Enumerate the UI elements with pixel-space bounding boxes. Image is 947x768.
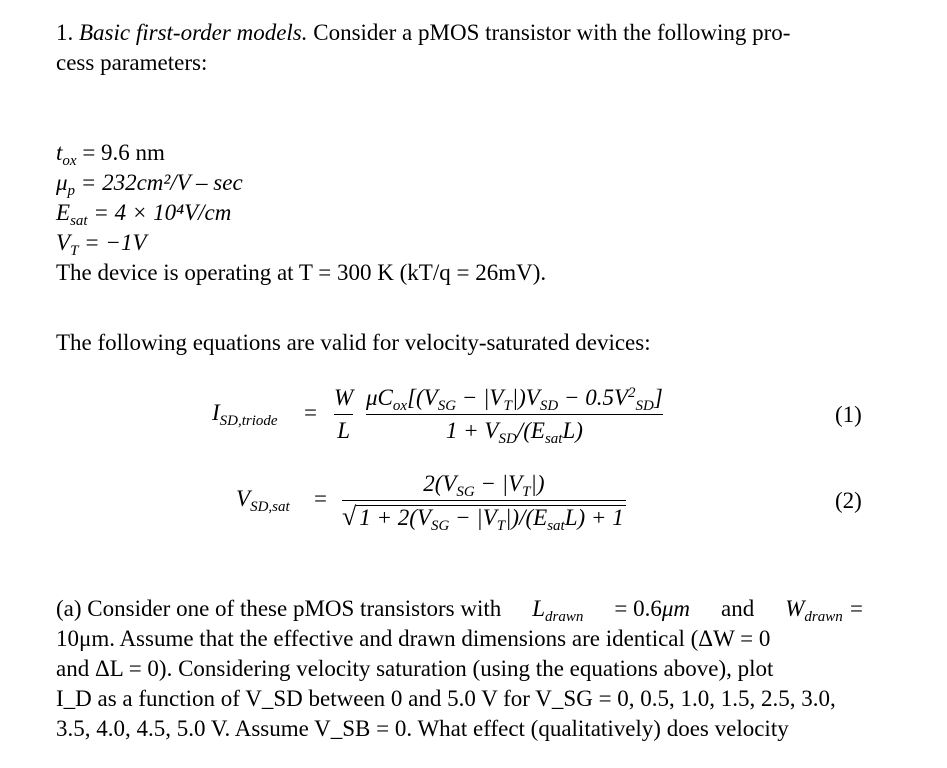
- eq2-number: (2): [835, 488, 862, 513]
- eq1-equals: =: [304, 400, 317, 425]
- eq1-fraction-wl: W L: [334, 385, 354, 443]
- param-tox-value: = 9.6 nm: [82, 140, 165, 165]
- part-a-line-5: 3.5, 4.0, 4.5, 5.0 V. Assume V_SB = 0. What effect (qualitatively) does velocity: [56, 716, 789, 741]
- intro-line-1: [56, 18, 864, 48]
- eq2-denominator: √ $1 + 2(V_{SG} - |V_T|)/(E_{sat}L) + 1$: [342, 502, 624, 534]
- param-tox: $t_{ox} = 9.6$ nm: [56, 140, 165, 169]
- eq1-lhs: $I_{SD,triode}$: [212, 400, 278, 429]
- eq1-denominator: $1 + V_{SD}/(E_{sat}L)$: [445, 418, 583, 447]
- param-esat-value: = 4 × 10⁴V/cm: [93, 200, 232, 225]
- eq2-numerator: $2(V_{SG} - |V_T|)$: [423, 471, 545, 500]
- param-vt: $V_T = -1V$: [56, 230, 147, 259]
- intro-text-1: Consider a pMOS transistor with the following pro-: [313, 20, 791, 45]
- operating-conditions: The device is operating at T = 300 K (kT/q = 26mV).: [56, 260, 547, 285]
- param-vt-value: = −1V: [84, 230, 147, 255]
- eq2-fraction: [342, 470, 626, 532]
- problem-title: Basic first-order models.: [79, 20, 308, 45]
- equation-1: [0, 384, 947, 454]
- eq1-fraction-main: [366, 384, 663, 445]
- part-a-line-1: (a) Consider one of these pMOS transistors with $L_{drawn}$ = 0.6μm and $W_{drawn}$ =: [56, 596, 864, 625]
- part-a-line-2: 10μm. Assume that the effective and drawn dimensions are identical (ΔW = 0: [56, 626, 771, 651]
- eq1-number: (1): [835, 402, 862, 427]
- eq1-numerator: $\mu C_{ox}[(V_{SG} - |V_T|)V_{SD} - 0.5V^2_{SD}]$: [366, 385, 663, 414]
- param-mup-value: = 232cm²/V – sec: [80, 170, 243, 195]
- param-mup: $\mu_p = 232cm^2/V - \sec$: [56, 170, 243, 199]
- part-a-line-3: and ΔL = 0). Considering velocity saturation (using the equations above), plot: [56, 656, 774, 681]
- part-a-line-4: I_D as a function of V_SD between 0 and 5.0 V for V_SG = 0, 0.5, 1.0, 1.5, 2.5, 3.0,: [56, 686, 836, 711]
- eq2-equals: =: [314, 486, 327, 511]
- parameter-list: [56, 138, 864, 288]
- param-esat: $E_{sat} = 4 \times 10^4V/cm$: [56, 200, 232, 229]
- problem-number: 1.: [56, 20, 74, 45]
- problem-intro: [56, 18, 864, 78]
- equation-2: [0, 470, 947, 540]
- intro-line-2: cess parameters:: [56, 50, 208, 75]
- eq2-lhs: $V_{SD,sat}$: [236, 486, 290, 515]
- part-a: [56, 594, 864, 744]
- equations-intro: The following equations are valid for velocity-saturated devices:: [56, 330, 651, 355]
